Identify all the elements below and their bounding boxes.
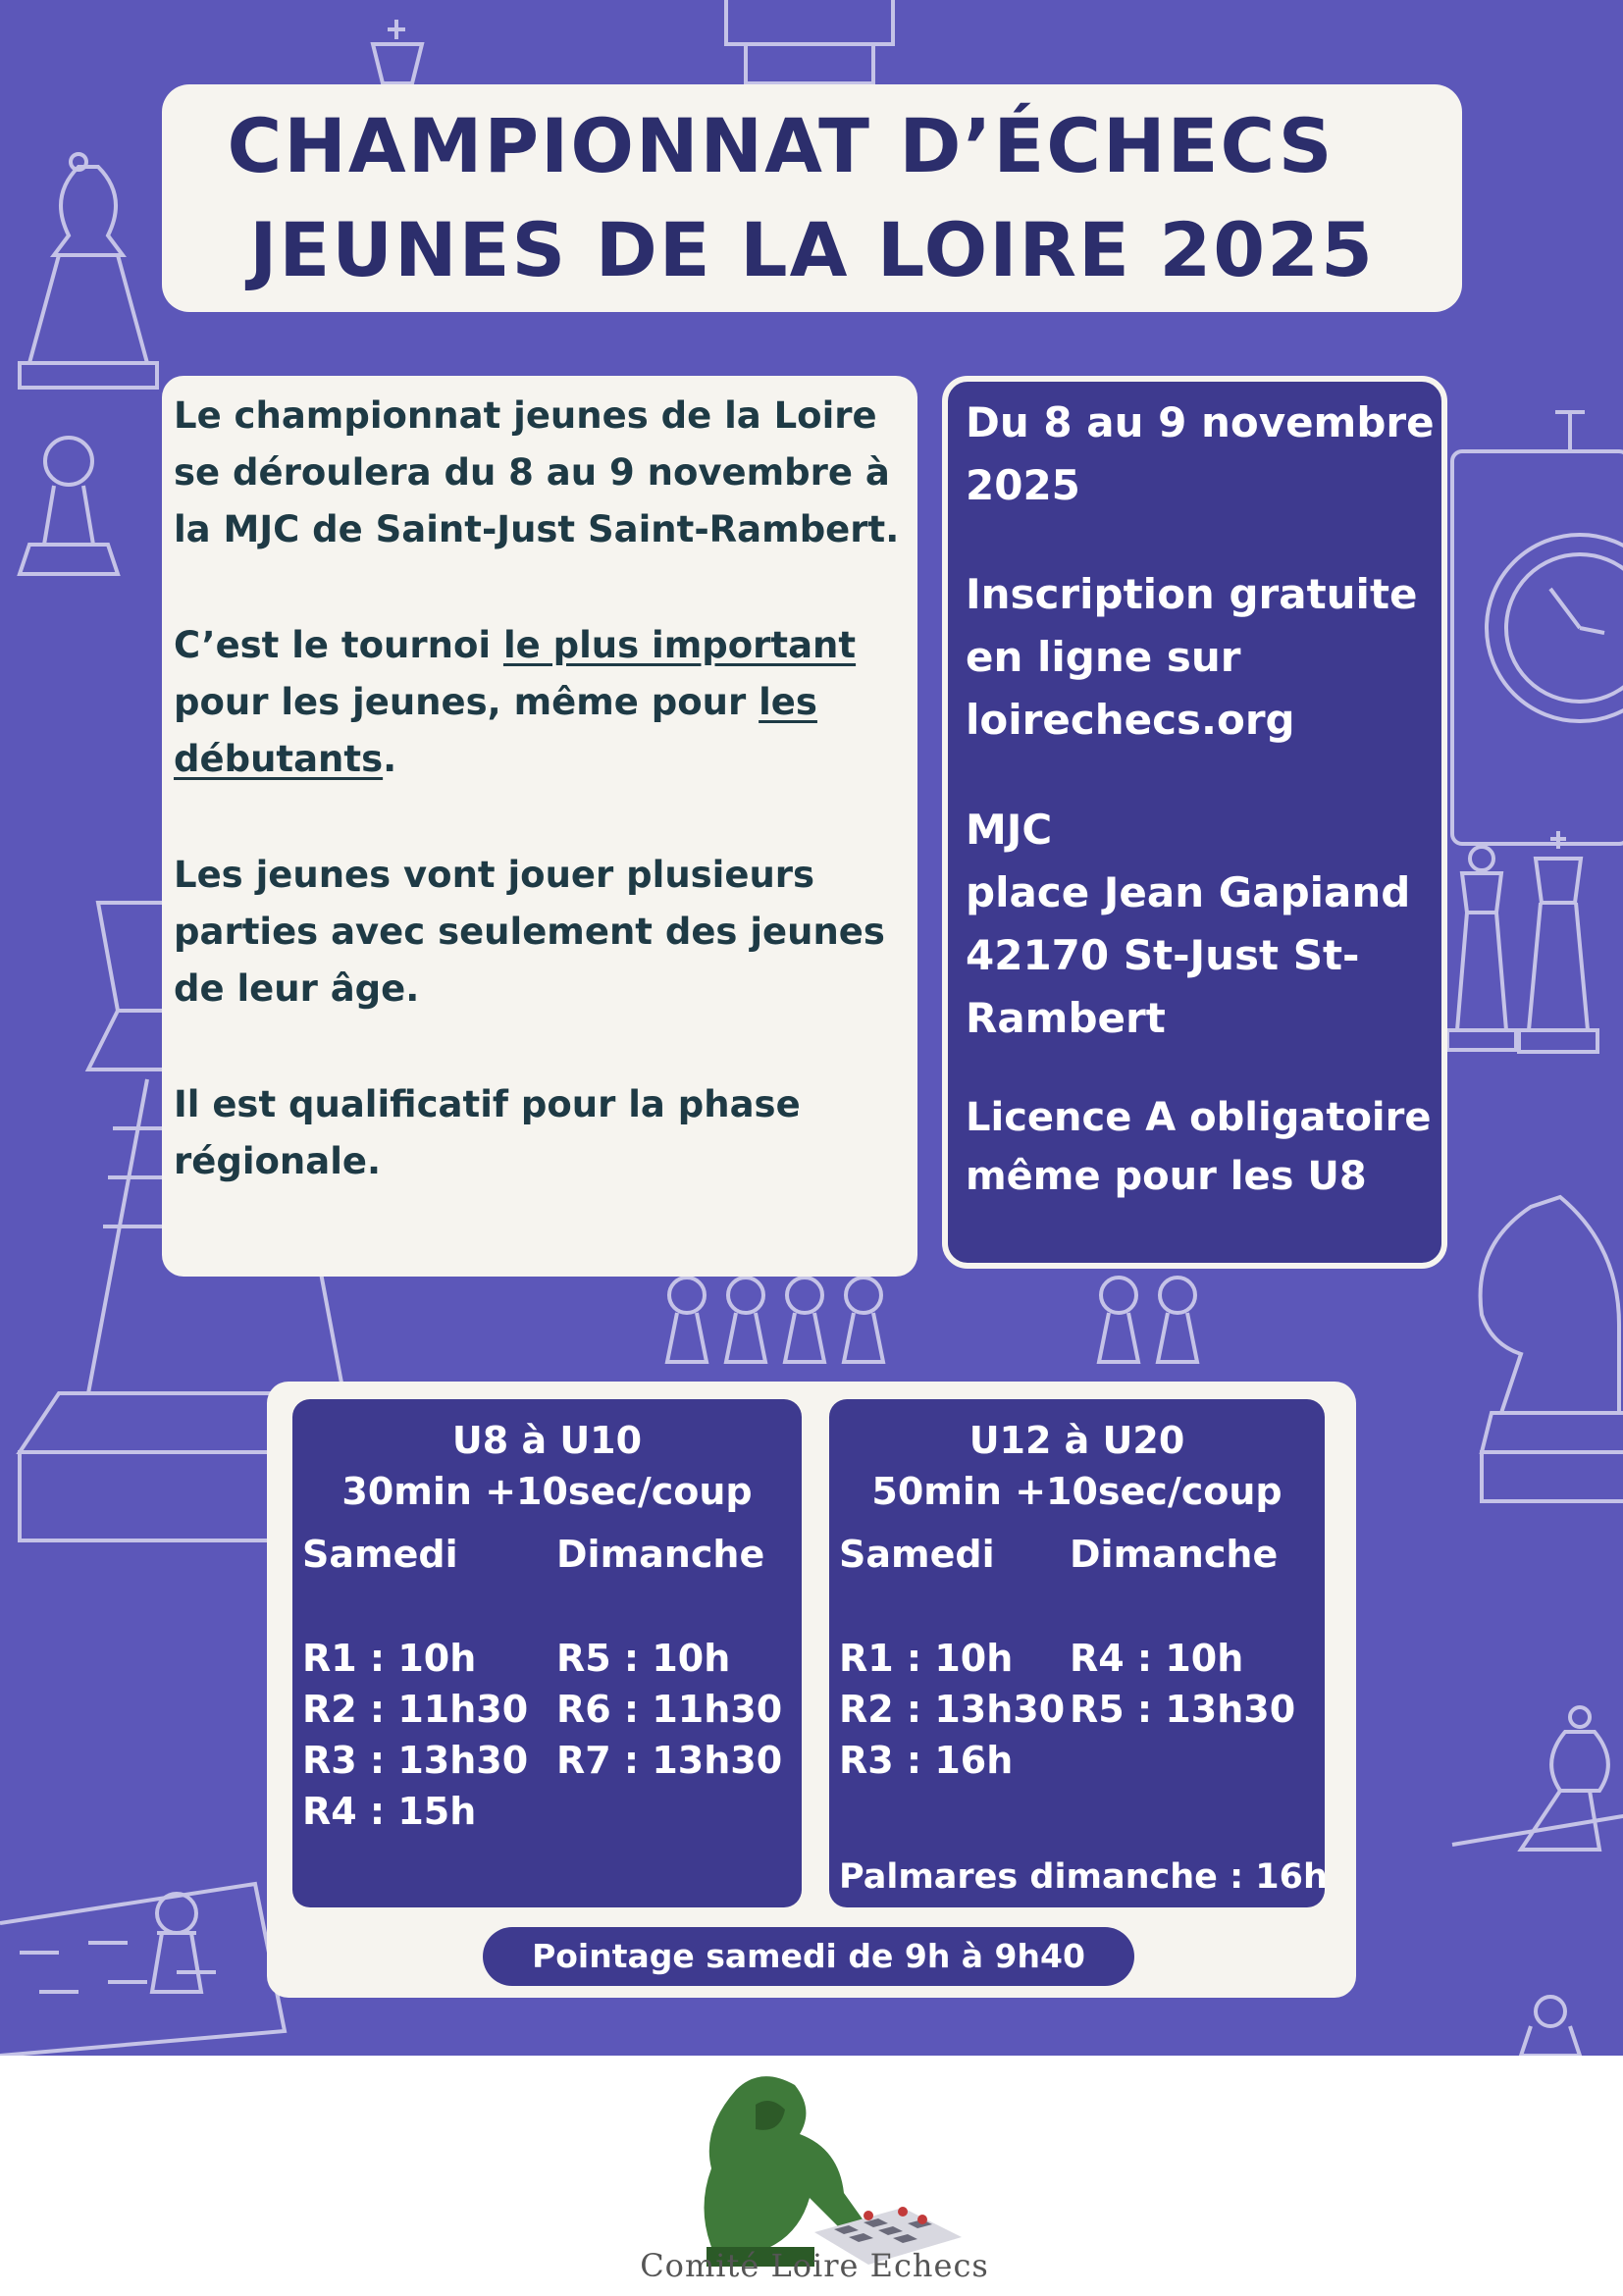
description-paragraph-qualification: Il est qualificatif pour la phase régionale. [174,1083,801,1182]
sunday-label: Dimanche [1070,1533,1279,1576]
underlined-beginners: les débutants [174,681,817,780]
bishop-icon-right-bottom [1452,1707,1623,1850]
description-paragraph-importance [174,617,919,788]
round-item: R2 : 13h30 [839,1688,1066,1731]
knight-icon-right [1481,1197,1623,1501]
page-title-line-1: CHAMPIONNAT D’ÉCHECS [227,102,1335,189]
organization-name: Comité Loire Echecs [640,2247,989,2284]
licence-requirement: Licence A obligatoire même pour les U8 [966,1095,1432,1199]
pieces-icon-bottom-right [1521,1997,1580,2056]
title-card [162,84,1462,312]
round-item: R4 : 10h [1070,1637,1244,1680]
king-icon-right [1519,831,1597,1052]
schedule-card [267,1382,1356,1998]
saturday-rounds [302,1633,528,1837]
round-item: R3 : 16h [839,1739,1014,1782]
registration-info: Inscription gratuite en ligne sur loirechecs.org [966,570,1418,744]
king-icon-top [373,20,422,83]
sunday-rounds [1070,1633,1295,1735]
venue-name: MJC [966,806,1053,854]
description-text: . [383,738,397,780]
rook-icon-top [726,0,893,83]
info-card [942,376,1447,1269]
check-in-banner: Pointage samedi de 9h à 9h40 [483,1927,1134,1986]
category-label: U8 à U10 [451,1419,643,1462]
venue-street: place Jean Gapiand [966,868,1411,916]
saturday-rounds [839,1633,1065,1786]
page-title-line-2: JEUNES DE LA LOIRE 2025 [249,206,1375,293]
sunday-rounds [556,1633,782,1786]
description-text: pour les jeunes, même pour [174,681,759,723]
cadence-label: 30min +10sec/coup [341,1470,753,1513]
saturday-label: Samedi [302,1533,458,1576]
panel-header [829,1415,1325,1517]
description-paragraph-dates: Le championnat jeunes de la Loire se déroulera du 8 au 9 novembre à la MJC de Saint-Just Saint-Rambert. [174,394,900,550]
schedule-panel-u12-u20 [829,1399,1328,1907]
round-item: R2 : 11h30 [302,1688,529,1731]
schedule-panel-u8-u10 [292,1399,802,1907]
pawn-row-icons [667,1278,1197,1362]
round-item: R3 : 13h30 [302,1739,529,1782]
venue-city: 42170 St-Just St-Rambert [966,931,1360,1042]
palmares-time: Palmares dimanche : 16h [839,1857,1328,1897]
chessboard-icon-bottom-left [0,1884,285,2056]
description-paragraph-players: Les jeunes vont jouer plusieurs parties avec seulement des jeunes de leur âge. [174,854,885,1010]
round-item: R5 : 10h [556,1637,731,1680]
round-item: R6 : 11h30 [556,1688,783,1731]
round-item: R1 : 10h [302,1637,477,1680]
panel-header [292,1415,802,1517]
category-label: U12 à U20 [969,1419,1185,1462]
round-item: R4 : 15h [302,1790,477,1833]
round-item: R7 : 13h30 [556,1739,783,1782]
sunday-label: Dimanche [556,1533,765,1576]
cadence-label: 50min +10sec/coup [871,1470,1283,1513]
underlined-most-important: le plus important [502,624,857,666]
round-item: R1 : 10h [839,1637,1014,1680]
description-text: C’est le tournoi [174,624,503,666]
pawn-icon-left [20,438,118,574]
venue-address [966,799,1437,1050]
chess-clock-icon [1452,412,1623,844]
saturday-label: Samedi [839,1533,995,1576]
queen-icon-right [1447,847,1516,1050]
round-item: R5 : 13h30 [1070,1688,1296,1731]
description-card [162,376,917,1277]
event-dates: Du 8 au 9 novembre 2025 [966,398,1435,509]
